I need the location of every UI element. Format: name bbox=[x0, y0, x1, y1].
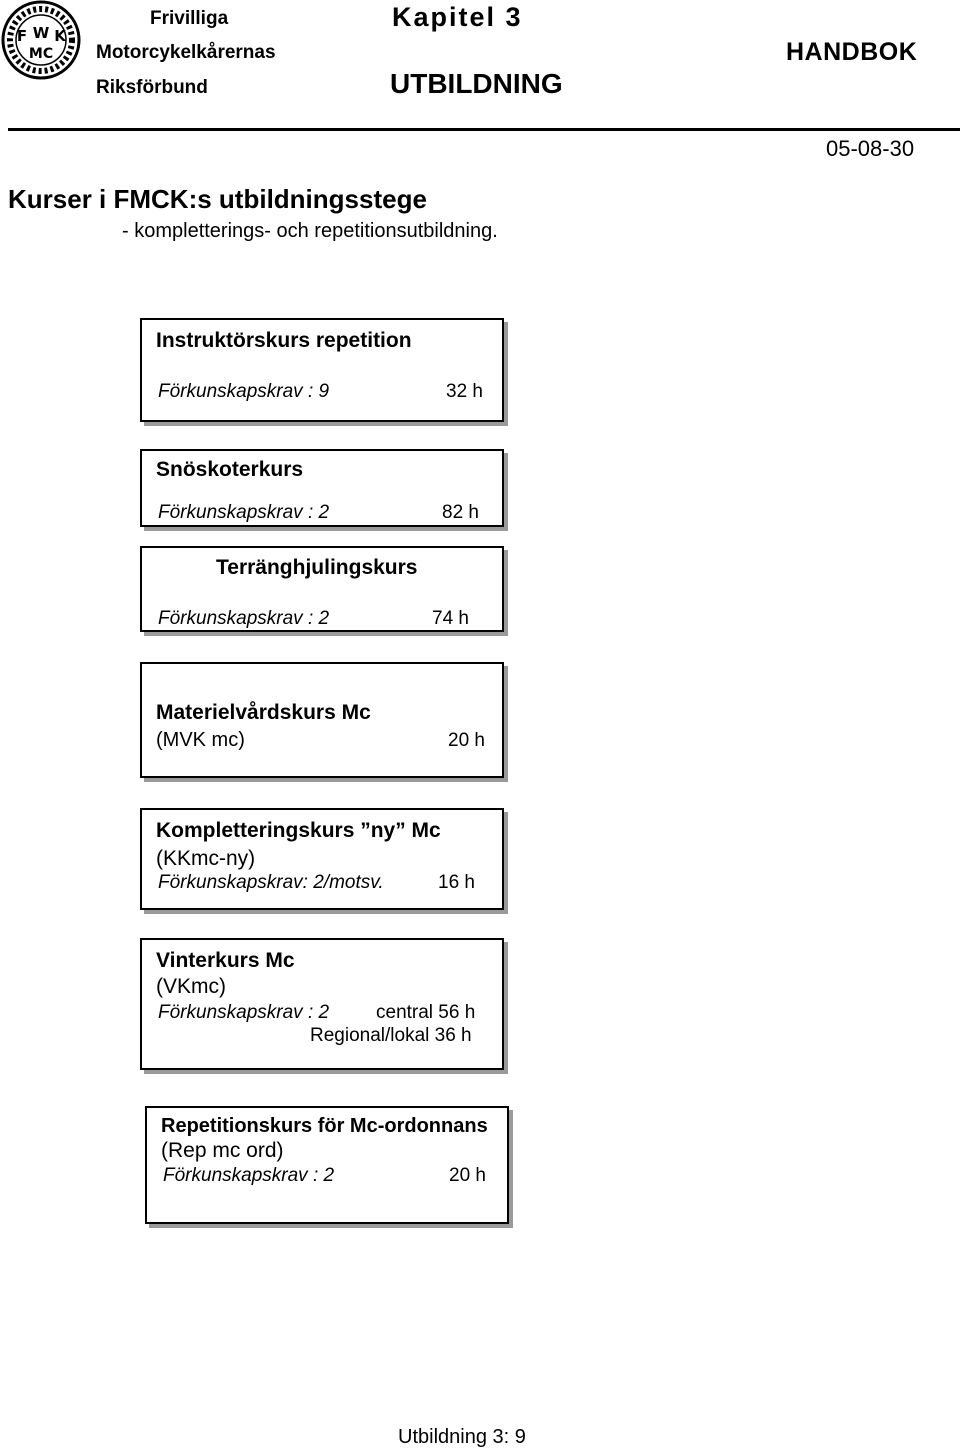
course-name: Repetitionskurs för Mc-ordonnans bbox=[161, 1115, 488, 1137]
course-box-snowmobile bbox=[140, 449, 504, 527]
org-name-line3: Riksförbund bbox=[96, 77, 208, 98]
course-name: Snöskoterkurs bbox=[156, 458, 304, 481]
course-hours: 20 h bbox=[449, 1165, 486, 1186]
course-requirement: Förkunskapskrav : 2 bbox=[158, 1002, 330, 1023]
course-hours: 74 h bbox=[432, 608, 469, 629]
course-name: Vinterkurs Mc bbox=[156, 949, 295, 972]
course-hours-regional: Regional/lokal 36 h bbox=[310, 1025, 472, 1046]
page-subtitle: - kompletterings- och repetitionsutbildning. bbox=[122, 220, 498, 242]
chapter-label: Kapitel 3 bbox=[392, 2, 523, 32]
course-name: Instruktörskurs repetition bbox=[156, 329, 412, 352]
course-box-supplementary bbox=[140, 808, 504, 910]
svg-text:MC: MC bbox=[28, 46, 54, 62]
course-requirement: Förkunskapskrav : 2 bbox=[158, 502, 330, 523]
org-name-line1: Frivilliga bbox=[150, 8, 229, 29]
course-abbreviation: (KKmc-ny) bbox=[156, 847, 256, 870]
header-divider bbox=[8, 128, 960, 131]
course-name: Materielvårdskurs Mc bbox=[156, 701, 371, 724]
course-name: Terränghjulingskurs bbox=[216, 556, 418, 579]
page-title: Kurser i FMCK:s utbildningsstege bbox=[8, 184, 427, 214]
fmck-logo bbox=[0, 0, 82, 80]
course-hours-central: central 56 h bbox=[376, 1002, 476, 1023]
course-requirement: Förkunskapskrav: 2/motsv. bbox=[158, 872, 384, 893]
course-box-instructor-repetition bbox=[140, 318, 504, 422]
course-box-winter bbox=[140, 938, 504, 1070]
course-hours: 82 h bbox=[442, 502, 479, 523]
course-hours: 20 h bbox=[448, 730, 485, 751]
course-name: Kompletteringskurs ”ny” Mc bbox=[156, 819, 441, 842]
course-hours: 32 h bbox=[446, 381, 483, 402]
course-requirement: Förkunskapskrav : 2 bbox=[163, 1165, 335, 1186]
course-requirement: Förkunskapskrav : 9 bbox=[158, 381, 330, 402]
section-label: UTBILDNING bbox=[390, 68, 563, 99]
svg-text:W: W bbox=[32, 24, 50, 42]
course-abbreviation: (VKmc) bbox=[156, 975, 226, 998]
course-box-orderly-repetition bbox=[145, 1106, 509, 1224]
page-footer: Utbildning 3: 9 bbox=[398, 1426, 526, 1448]
course-abbreviation: (Rep mc ord) bbox=[161, 1139, 284, 1162]
handbook-label: HANDBOK bbox=[786, 38, 918, 66]
svg-text:K: K bbox=[54, 27, 66, 45]
document-date: 05-08-30 bbox=[826, 136, 915, 161]
course-box-maintenance bbox=[140, 662, 504, 778]
course-box-atv bbox=[140, 546, 504, 632]
org-name-line2: Motorcykelkårernas bbox=[96, 42, 276, 63]
svg-text:F: F bbox=[16, 27, 28, 45]
course-hours: 16 h bbox=[438, 872, 475, 893]
course-requirement: Förkunskapskrav : 2 bbox=[158, 608, 330, 629]
course-abbreviation: (MVK mc) bbox=[156, 729, 245, 751]
